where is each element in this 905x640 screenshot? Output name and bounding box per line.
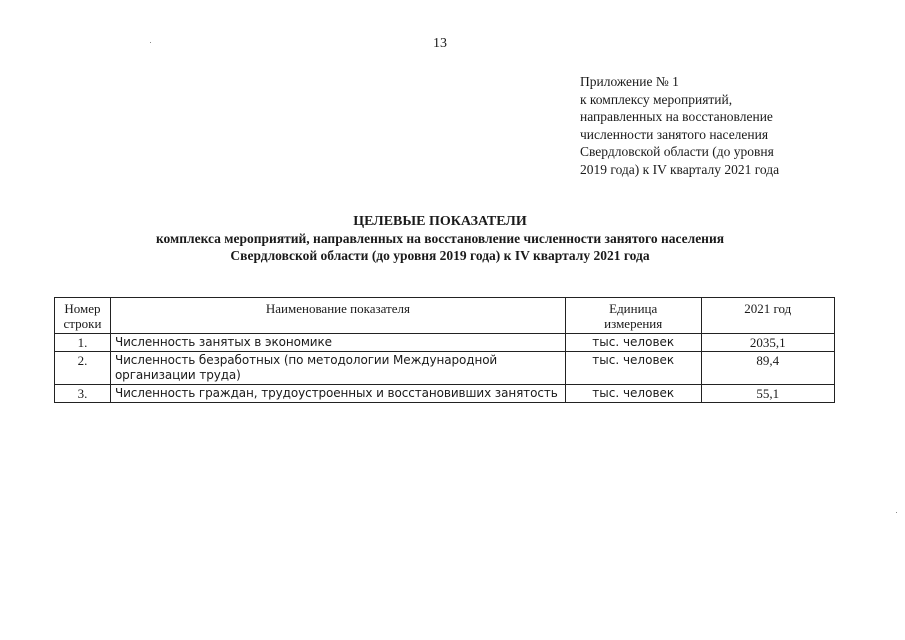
header-row-number-line2: строки (63, 316, 102, 331)
appendix-note (580, 73, 820, 178)
unit-cell: тыс. человек (565, 352, 701, 385)
header-unit-line2: измерения (604, 316, 663, 331)
scan-speck (150, 42, 151, 43)
appendix-line: направленных на восстановление (580, 109, 773, 124)
scan-speck (896, 512, 897, 513)
header-unit-line1: Единица (609, 301, 658, 316)
document-title (0, 213, 880, 264)
header-indicator-name: Наименование показателя (110, 298, 565, 334)
unit-cell: тыс. человек (565, 385, 701, 403)
unit-cell: тыс. человек (565, 334, 701, 352)
value-cell: 55,1 (701, 385, 835, 403)
value-cell: 2035,1 (701, 334, 835, 352)
indicator-name: Численность безработных (по методологии Международной организации труда) (110, 352, 565, 385)
header-year: 2021 год (701, 298, 835, 334)
appendix-line: численности занятого населения (580, 126, 769, 142)
indicator-name: Численность занятых в экономике (110, 334, 565, 352)
title-subtitle-line: комплекса мероприятий, направленных на восстановление численности занятого населения (155, 231, 725, 246)
appendix-line: к комплексу мероприятий, (580, 91, 733, 107)
table-row (55, 352, 835, 385)
header-row-number-line1: Номер (64, 301, 101, 316)
value-cell: 89,4 (701, 352, 835, 385)
appendix-line: Приложение № 1 (580, 74, 679, 89)
title-subtitle-line: Свердловской области (до уровня 2019 года) к IV кварталу 2021 года (230, 248, 650, 263)
header-unit (565, 298, 701, 334)
row-number: 3. (55, 385, 111, 403)
indicator-name: Численность граждан, трудоустроенных и восстановивших занятость (110, 385, 565, 403)
table-header-row (55, 298, 835, 334)
indicators-table (54, 297, 835, 403)
table-row (55, 334, 835, 352)
appendix-line: Свердловской области (до уровня (580, 144, 774, 159)
title-main: ЦЕЛЕВЫЕ ПОКАЗАТЕЛИ (353, 214, 527, 229)
row-number: 2. (55, 352, 111, 385)
page-number: 13 (433, 36, 447, 51)
row-number: 1. (55, 334, 111, 352)
table-row (55, 385, 835, 403)
appendix-line: 2019 года) к IV кварталу 2021 года (580, 161, 780, 177)
header-row-number (55, 298, 111, 334)
